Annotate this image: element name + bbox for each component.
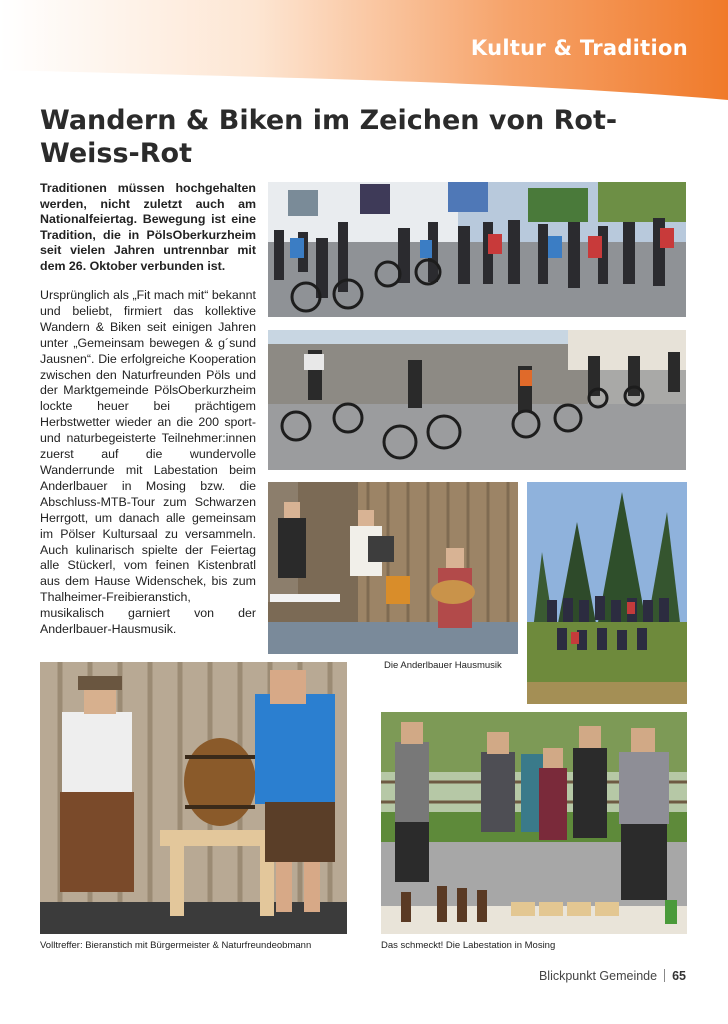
caption-music: Die Anderlbauer Hausmusik bbox=[384, 660, 502, 671]
article-body: Ursprünglich als „Fit mach mit“ bekannt und beliebt, firmiert das kollektive Wandern & Biken seit einigen Jahren unter „Gemeinsam bewegen & g´sund Jausnen“. Die erfolgreiche Kooperation zwischen den Naturfreunden Pöls und der Marktgemeinde PölsOberkurzheim lockte heuer bei prächtigem Herbstwetter wieder an die 200 sport- und naturbegeisterte Teilnehmer:innen zuerst auf die wundervolle Wanderrunde mit Labestation beim Anderlbauer in Mosing bzw. die Abschluss-MTB-Tour zum Schwarzen Herrgott, um danach alle gemeinsam im Pölser Kultursaal zu versammeln. Auch kulinarisch spielte der Feiertag alle Stückerl, vom feinen Kistenbratl aus dem Hause Widenschek, bis zum Thalheimer-Freibieranstich, musikalisch garniert von der Anderlbauer-Hausmusik. bbox=[40, 288, 256, 637]
footer-divider bbox=[664, 969, 665, 982]
photo-group-hill bbox=[527, 482, 687, 704]
page-number: 65 bbox=[672, 969, 686, 983]
article-lead: Traditionen müssen hochgehalten werden, nicht zuletzt auch am Nationalfeiertag. Bewegung ist eine Tradition, die in PölsOberkurzheim seit vielen Jahren untrennbar mit dem 26. Oktober verbunden ist. bbox=[40, 181, 256, 273]
photo-crowd-bikes bbox=[268, 182, 686, 317]
caption-beer: Volltreffer: Bieranstich mit Bürgermeister & Naturfreundeobmann bbox=[40, 940, 312, 951]
caption-food: Das schmeckt! Die Labestation in Mosing bbox=[381, 940, 556, 951]
article-title: Wandern & Biken im Zeichen von Rot-Weiss-Rot bbox=[40, 105, 618, 169]
magazine-name: Blickpunkt Gemeinde bbox=[538, 969, 658, 983]
header-banner bbox=[0, 0, 728, 100]
photo-bieranstich bbox=[40, 662, 347, 934]
section-title: Kultur & Tradition bbox=[470, 36, 688, 60]
photo-cyclists-road bbox=[268, 330, 686, 470]
page-footer bbox=[539, 969, 686, 983]
photo-hausmusik bbox=[268, 482, 518, 654]
photo-labestation bbox=[381, 712, 687, 934]
